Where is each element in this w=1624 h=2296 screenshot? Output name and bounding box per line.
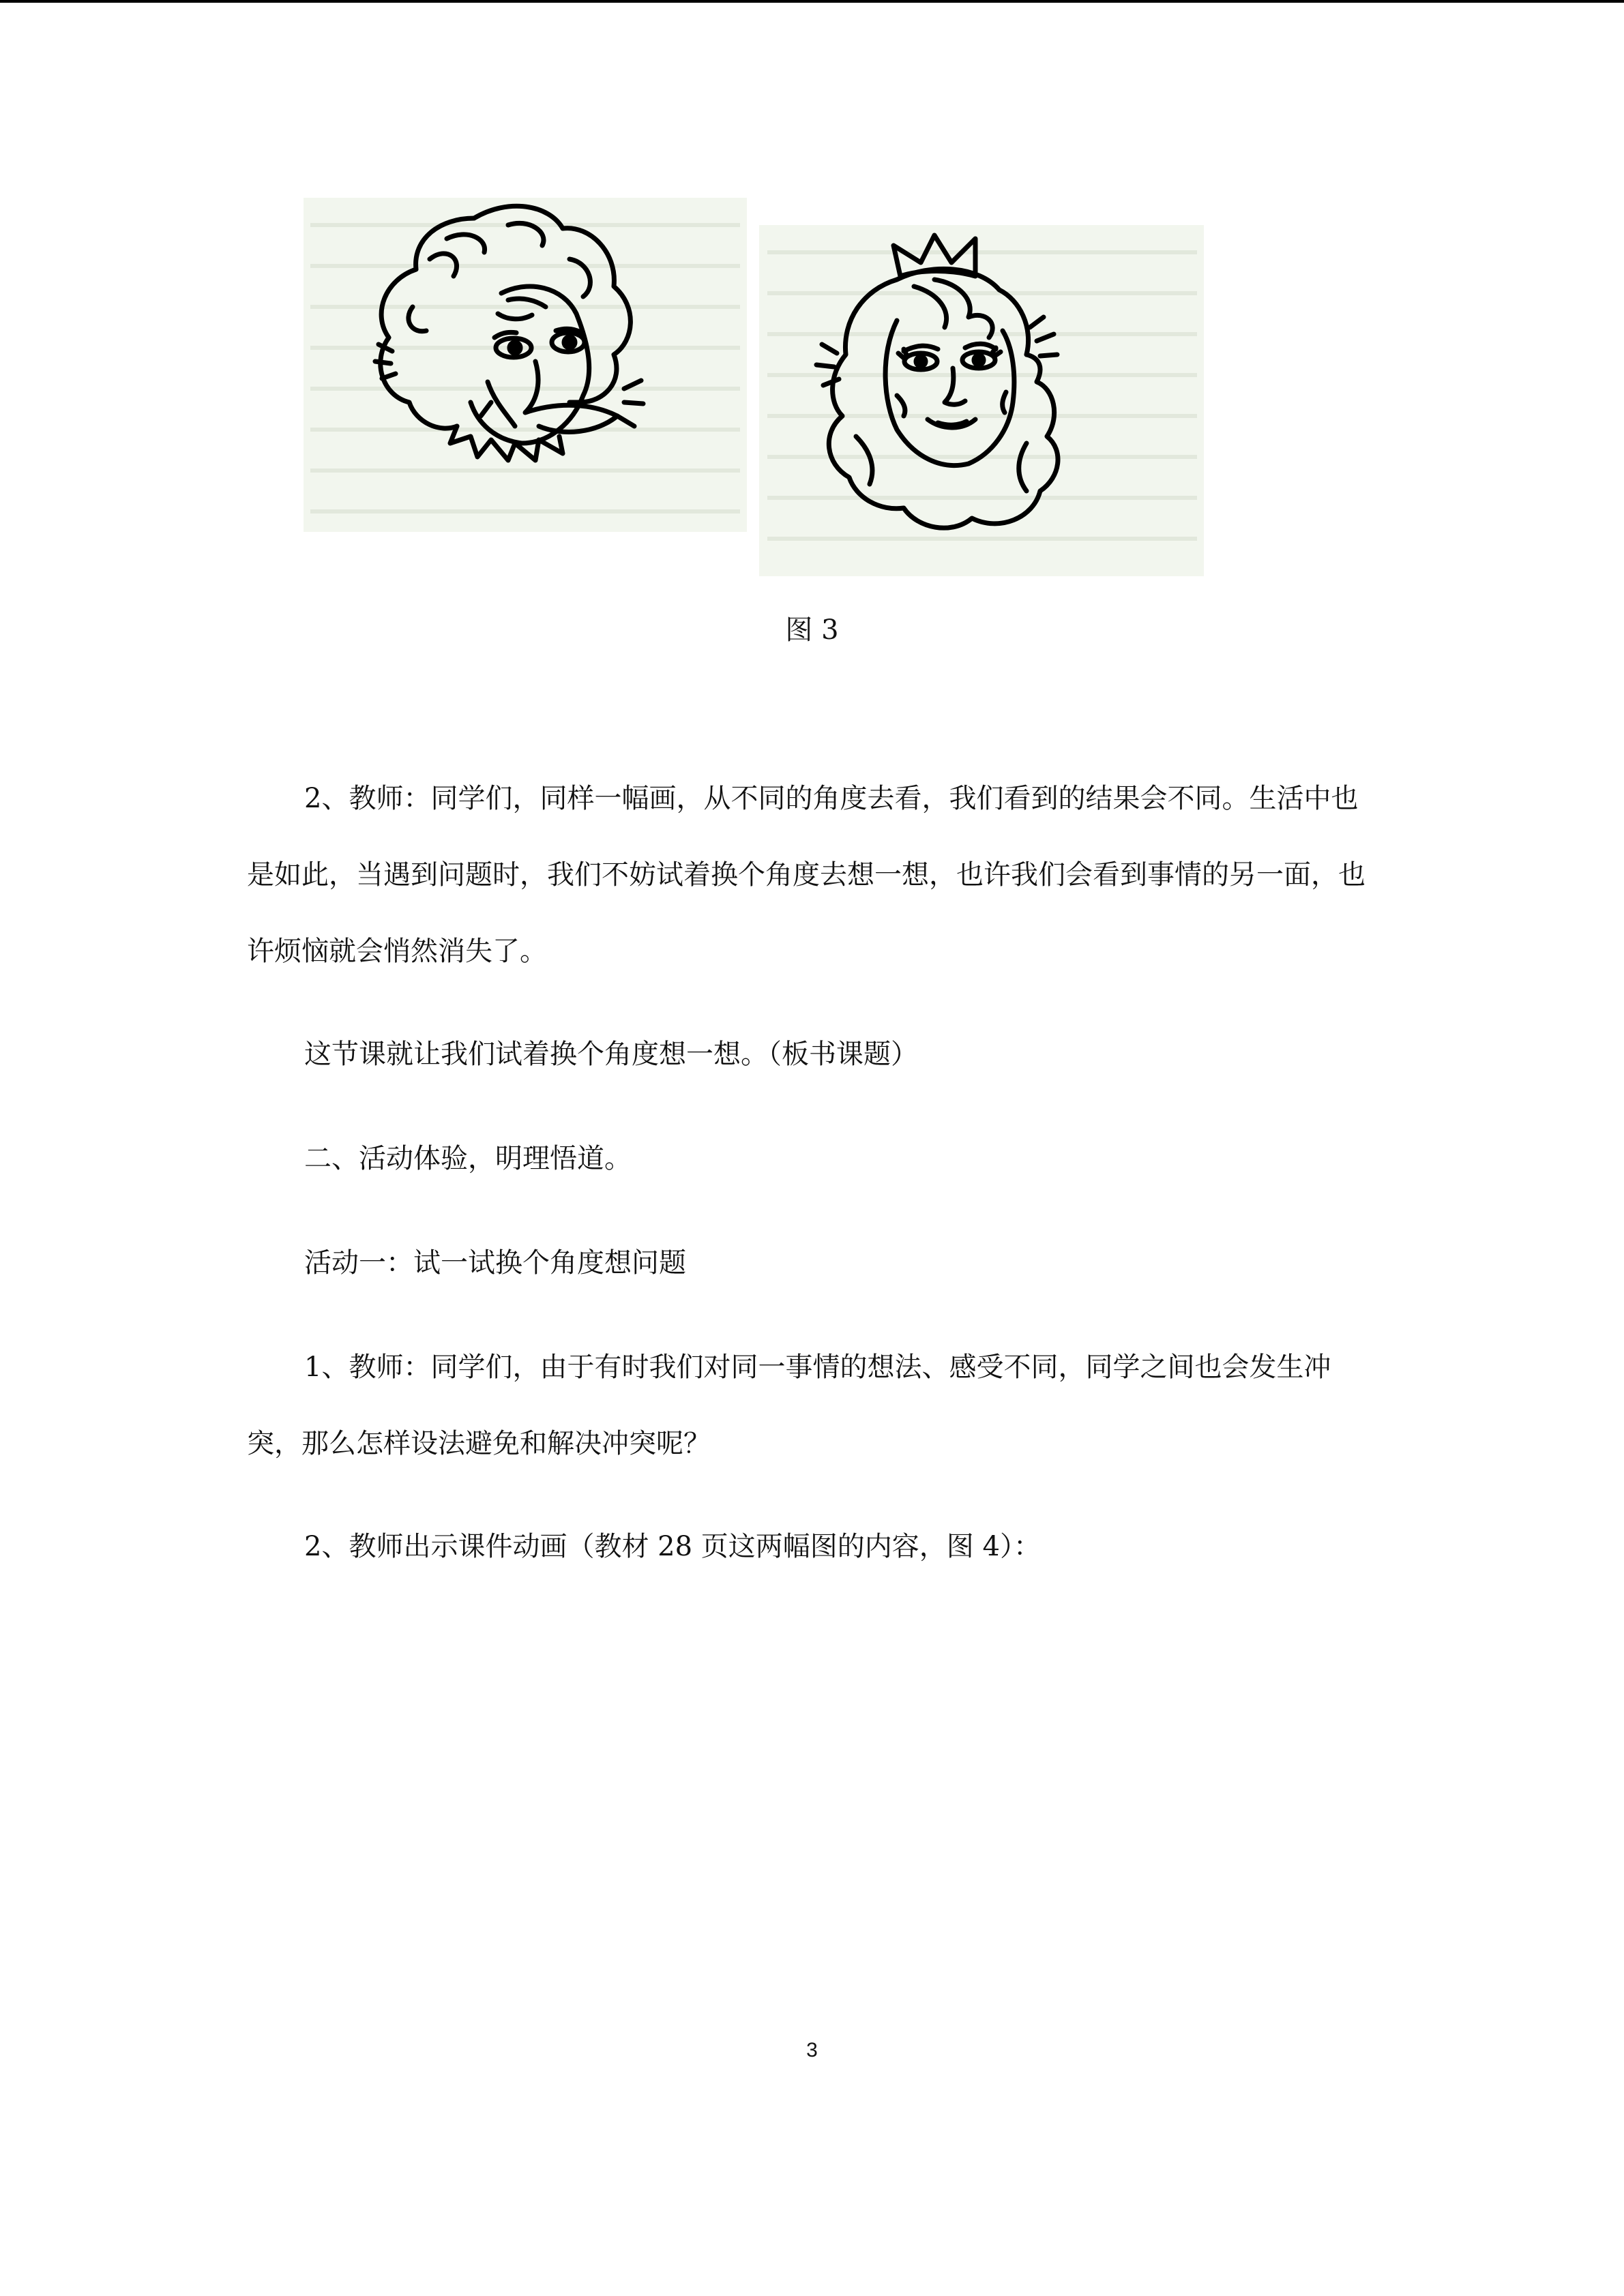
- section-heading-activity-experience: 二、活动体验，明理悟道。: [304, 1143, 632, 1174]
- paragraph-teacher-perspective: 2、教师：同学们，同样一幅画，从不同的角度去看，我们看到的结果会不同。生活中也是如此，当遇到问题时，我们不妨试着换个角度去想一想，也许我们会看到事情的另一面，也许烦恼就会悄然消失了。: [247, 783, 1365, 967]
- activity-one-title: 活动一：试一试换个角度想问题: [304, 1247, 686, 1279]
- figure-caption: 图 3: [785, 614, 839, 646]
- paragraph-lesson-intro: 这节课就让我们试着换个角度想一想。（板书课题）: [304, 1039, 918, 1070]
- top-border-line: [0, 0, 1624, 3]
- paragraph-courseware-animation: 2、教师出示课件动画（教材 28 页这两幅图的内容，图 4）：: [304, 1531, 1041, 1562]
- page-number: 3: [806, 2039, 818, 2061]
- figure-3-illustration: [304, 198, 1204, 580]
- paragraph-teacher-conflict: 1、教师：同学们，由于有时我们对同一事情的想法、感受不同，同学之间也会发生冲突，那么怎样设法避免和解决冲突呢？: [247, 1352, 1331, 1459]
- left-panel-background: [304, 198, 747, 532]
